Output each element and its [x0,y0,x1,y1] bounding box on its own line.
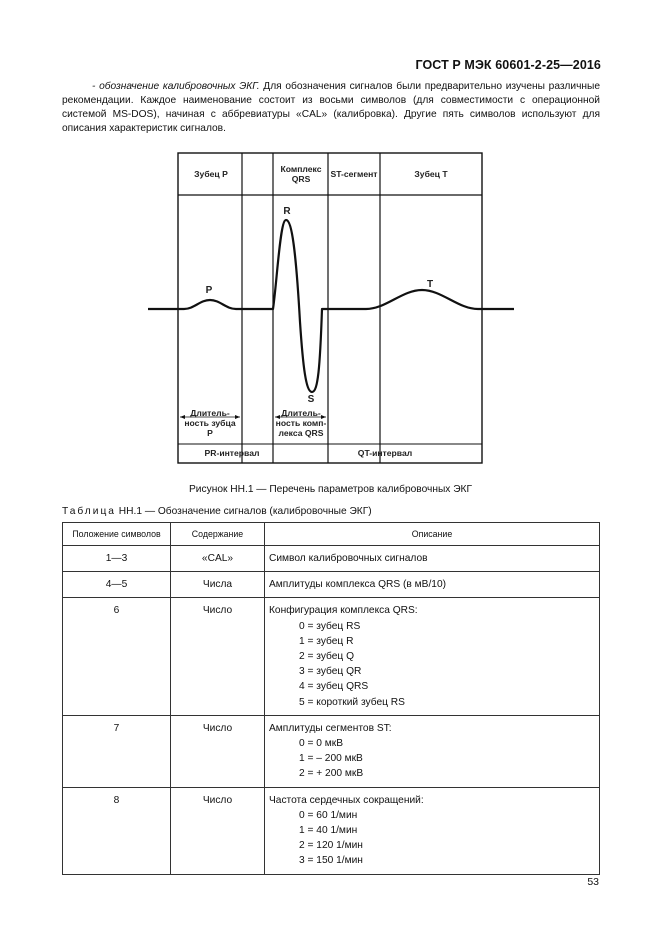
label-st-segment: ST-сегмент [330,169,378,179]
description-line: 0 = зубец RS [299,620,361,632]
cell-description [265,715,600,787]
cell-position: 6 [63,598,171,715]
description-line: 1 = зубец R [299,635,354,647]
table-header-row [63,523,600,546]
description-line: Амплитуды комплекса QRS (в мВ/10) [269,579,447,591]
description-line: 2 = 120 1/мин [299,840,363,852]
description-line: Конфигурация комплекса QRS: [269,605,418,617]
label-pr-interval: PR-интервал [204,448,260,458]
description-line: Частота сердечных сокращений: [269,794,424,806]
page-number: 53 [587,876,599,888]
cell-description [265,546,600,572]
label-p-peak: P [205,285,213,296]
cell-position: 8 [63,787,171,874]
table-title-prefix: Таблица [62,506,116,517]
description-line: 3 = 150 1/мин [299,855,363,867]
description-line: 1 = 40 1/мин [299,825,358,837]
label-t-peak: T [426,279,434,290]
description-line: 5 = короткий зубец RS [299,696,405,708]
table-row [63,546,600,572]
header-content: Содержание [171,523,265,546]
cell-position: 4—5 [63,572,171,598]
cell-position: 1—3 [63,546,171,572]
document-header: ГОСТ Р МЭК 60601-2-25—2016 [415,58,601,72]
description-line: 4 = зубец QRS [299,681,369,693]
intro-italic: - обозначение калибровочных ЭКГ. [92,81,260,92]
cell-content: Число [171,787,265,874]
description-line: Символ калибровочных сигналов [269,553,428,564]
intro-paragraph [62,80,600,136]
cell-content: «CAL» [171,546,265,572]
figure-caption: Рисунок НН.1 — Перечень параметров калибровочных ЭКГ [189,484,472,495]
description-line: 0 = 0 мкВ [299,738,344,750]
label-r-peak: R [283,206,291,217]
cell-position: 7 [63,715,171,787]
cell-description [265,598,600,715]
label-t-wave: Зубец T [414,169,448,179]
cell-content: Число [171,715,265,787]
cell-content: Числа [171,572,265,598]
description-line: 3 = зубец QR [299,666,362,678]
table-row [63,787,600,874]
ecg-waveform [148,220,514,392]
cell-description [265,572,600,598]
header-description: Описание [265,523,600,546]
label-p-duration: Длитель-ность зубца P [184,408,236,438]
table-title-rest: НН.1 — Обозначение сигналов (калибровочные ЭКГ) [115,506,372,517]
intro-text: Для обозначения сигналов были предварительно изучены различные рекомендации. Каждое наименование состоит из восьми символов (для совместимости с операционной системой MS-DOS), начиная с аббревиатуры «CAL» (калибровка). Другие пять символов используют для описания характеристик сигналов. [62,81,600,134]
ecg-figure [140,152,520,470]
header-position: Положение символов [63,523,171,546]
description-line: 1 = – 200 мкВ [299,753,363,765]
table-row [63,572,600,598]
cell-content: Число [171,598,265,715]
description-line: 2 = + 200 мкВ [299,768,364,780]
description-line: Амплитуды сегментов ST: [269,722,392,734]
description-line: 2 = зубец Q [299,651,355,663]
table-row [63,715,600,787]
label-qrs-complex: Комплекс QRS [280,164,322,184]
label-qrs-duration: Длитель-ность комп-лекса QRS [275,408,327,438]
table-title [62,506,372,517]
table-row [63,598,600,715]
label-p-wave: Зубец P [194,169,228,179]
description-line: 0 = 60 1/мин [299,809,358,821]
signal-designation-table [62,522,600,875]
cell-description [265,787,600,874]
label-qt-interval: QT-интервал [357,448,413,458]
label-s-peak: S [307,394,315,405]
